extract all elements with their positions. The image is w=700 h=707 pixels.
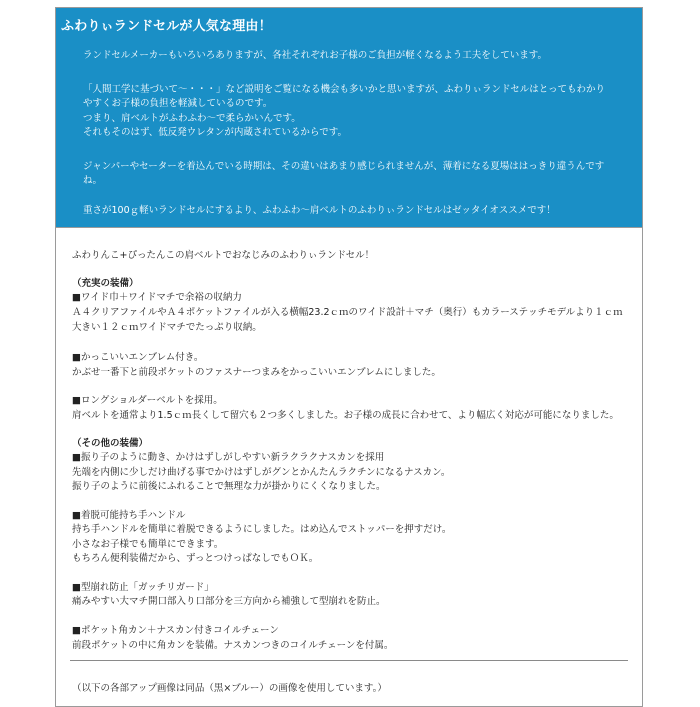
- item-handle-text: 持ち手ハンドルを簡単に着脱できるようにしました。はめ込んでストッパーを押すだけ。: [72, 524, 452, 535]
- item-wide-title: ■ワイド巾＋ワイドマチで余裕の収納力: [72, 292, 242, 303]
- item-handle-text: もちろん便利装備だから、ずっとつけっぱなしでもＯＫ。: [72, 553, 319, 564]
- item-nascan-text: 先端を内側に少しだけ曲げる事でかけはずしがグンとかんたんラクチンになるナスカン。: [72, 467, 451, 478]
- intro-panel: [56, 8, 642, 228]
- section-divider: [70, 660, 628, 661]
- item-pocket-title: ■ポケット角カン＋ナスカン付きコイルチェーン: [72, 625, 279, 636]
- intro-line: やすくお子様の負担を軽減しているのです。: [83, 98, 273, 109]
- intro-line: 重さが100ｇ軽いランドセルにするより、ふわふわ～肩ベルトのふわりぃランドセルはゼッタイオススメです！: [83, 205, 556, 216]
- item-emblem-text: かぶせ一番下と前段ポケットのファスナーつまみをかっこいいエンブレムにしました。: [72, 367, 441, 378]
- item-nascan-title: ■振り子のように動き、かけはずしがしやすい新ラクラクナスカンを採用: [72, 452, 385, 463]
- heading-main-equipment: （充実の装備）: [72, 278, 139, 289]
- item-nascan-text: 振り子のように前後にふれることで無理な力が掛かりにくくなりました。: [72, 481, 386, 492]
- intro-line: つまり、肩ベルトがふわふわ～で柔らかいんです。: [83, 113, 301, 124]
- item-shoulder-text: 肩ベルトを通常より1.5ｃｍ長くして留穴も２つ多くしました。お子様の成長に合わせて、より幅広く対応が可能になりました。: [72, 410, 619, 421]
- item-handle-text: 小さなお子様でも簡単にできます。: [72, 539, 224, 550]
- footer-note: （以下の各部アップ画像は同品（黒×ブルー）の画像を使用しています。）: [72, 683, 387, 694]
- item-emblem-title: ■かっこいいエンブレム付き。: [72, 352, 204, 363]
- item-pocket-text: 前段ポケットの中に角カンを装備。ナスカンつきのコイルチェーンを付属。: [72, 640, 394, 651]
- item-guard-title: ■型崩れ防止「ガッチリガード」: [72, 582, 214, 593]
- item-guard-text: 痛みやすい大マチ開口部入り口部分を三方向から補強して型崩れを防止。: [72, 596, 386, 607]
- intro-line: ランドセルメーカーもいろいろありますが、各社それぞれお子様のご負担が軽くなるよう工夫をしています。: [83, 50, 547, 61]
- item-shoulder-title: ■ロングショルダーベルトを採用。: [72, 395, 223, 406]
- intro-line: ジャンパーやセーターを着込んでいる時期は、その違いはあまり感じられませんが、薄着になる夏場ははっきり違うんです: [83, 161, 605, 172]
- intro-line: ね。: [83, 175, 103, 186]
- intro-line: それもそのはず、低反発ウレタンが内蔵されているからです。: [83, 127, 348, 138]
- details-lead: ふわりんこ+ぴったんこの肩ベルトでおなじみのふわりぃランドセル！: [72, 250, 375, 261]
- content-frame: [55, 7, 643, 707]
- intro-title: ふわりぃランドセルが人気な理由！: [61, 19, 272, 34]
- intro-line: 「人間工学に基づいて～・・・」など説明をご覧になる機会も多いかと思いますが、ふわりぃランドセルはとってもわかり: [83, 84, 606, 95]
- item-wide-text: 大きい１２ｃｍワイドマチでたっぷり収納。: [72, 322, 262, 333]
- item-handle-title: ■着脱可能持ち手ハンドル: [72, 510, 186, 521]
- item-wide-text: Ａ４クリアファイルやＡ４ポケットファイルが入る横幅23.2ｃｍのワイド設計＋マチ（奥行）もカラーステッチモデルより１ｃｍ: [72, 307, 623, 318]
- heading-other-equipment: （その他の装備）: [72, 438, 149, 449]
